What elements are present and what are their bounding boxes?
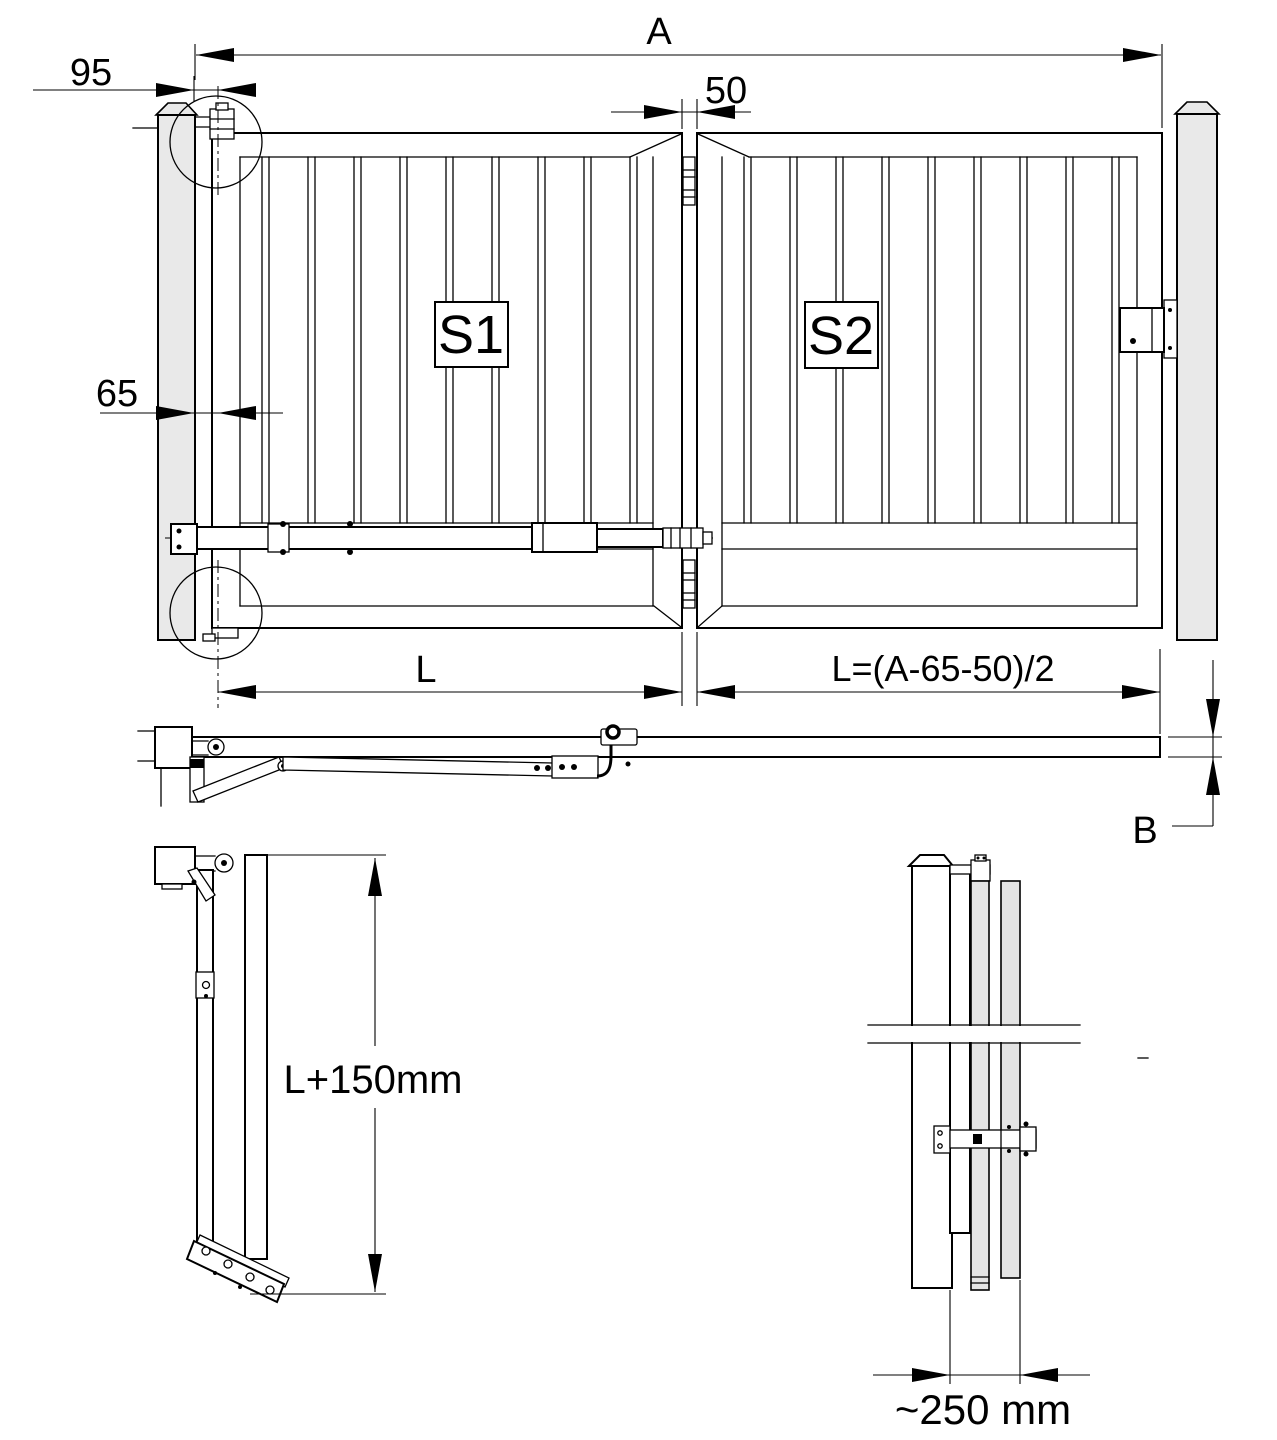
center-hinge-bottom bbox=[683, 560, 695, 608]
foot-plate-assembly bbox=[187, 1235, 289, 1302]
detail-post bbox=[912, 866, 952, 1288]
dimension-65-label: 65 bbox=[95, 373, 139, 415]
detail-operator-profile-1 bbox=[971, 881, 989, 1290]
detail-operator-profile-2 bbox=[1001, 881, 1020, 1278]
clamp-pivot bbox=[607, 726, 619, 738]
operator-motor-block bbox=[532, 523, 597, 552]
arrowhead bbox=[1123, 48, 1161, 62]
arrowhead bbox=[1122, 685, 1160, 699]
arrowhead bbox=[218, 685, 256, 699]
detail-post-cap bbox=[909, 855, 953, 866]
dimension-l-label: L bbox=[415, 649, 437, 691]
operator-rod bbox=[597, 529, 663, 547]
arrowhead bbox=[697, 685, 735, 699]
dimension-leaf-gap bbox=[611, 70, 751, 129]
leaf-s2-label: S2 bbox=[807, 306, 875, 366]
arrowhead bbox=[156, 83, 194, 97]
dimension-detail-spacing bbox=[873, 1280, 1090, 1433]
dimension-a-label: A bbox=[646, 11, 672, 53]
center-hinge-top bbox=[683, 157, 695, 205]
arrowhead bbox=[196, 48, 234, 62]
leaf-s1-label: S1 bbox=[437, 305, 505, 365]
operator-coupling bbox=[663, 528, 703, 548]
dimension-formula-label: L=(A-65-50)/2 bbox=[831, 648, 1055, 689]
arrowhead bbox=[368, 858, 382, 896]
operator-arm-side bbox=[197, 870, 213, 1262]
operator-tube bbox=[197, 527, 532, 549]
detail-leaf-profile bbox=[950, 866, 970, 1233]
plan-view bbox=[138, 660, 1222, 852]
clamp-bolt bbox=[973, 1134, 982, 1144]
arrowhead bbox=[644, 105, 682, 119]
arrowhead bbox=[1206, 699, 1220, 737]
dimension-overall-width bbox=[195, 11, 1162, 128]
gate-leaf-side bbox=[245, 855, 267, 1259]
arm-link-1 bbox=[193, 757, 284, 802]
front-view bbox=[33, 11, 1219, 734]
right-post bbox=[1175, 102, 1219, 640]
mount-detail-view bbox=[868, 855, 1148, 1433]
operator-end-cap bbox=[703, 532, 712, 544]
right-gate-leaf bbox=[697, 133, 1162, 628]
post-plan bbox=[155, 727, 192, 768]
motor-housing bbox=[155, 847, 195, 884]
clamp-end-block bbox=[1020, 1127, 1036, 1151]
dimension-50-label: 50 bbox=[704, 70, 748, 112]
dimension-leaf-width-formula bbox=[697, 648, 1160, 734]
arrowhead bbox=[912, 1368, 950, 1382]
break-lines bbox=[868, 1025, 1080, 1043]
gate-lock bbox=[1120, 300, 1177, 358]
dimension-operator-length bbox=[250, 855, 462, 1294]
arm-mid-fitting bbox=[196, 972, 214, 998]
operator-collar bbox=[268, 524, 289, 552]
arrowhead bbox=[1206, 757, 1220, 795]
arrowhead bbox=[1020, 1368, 1058, 1382]
lock-cylinder bbox=[1130, 338, 1136, 344]
clamp-post-plate bbox=[934, 1126, 950, 1153]
dimension-95-label: 95 bbox=[69, 52, 113, 94]
left-post bbox=[133, 103, 197, 640]
gate-leaves-plan bbox=[192, 737, 1160, 757]
dimension-l150-label: L+150mm bbox=[283, 1058, 463, 1102]
arrowhead bbox=[368, 1254, 382, 1292]
side-view bbox=[155, 847, 462, 1302]
operator-post-bracket bbox=[171, 524, 197, 554]
dimension-b-label: B bbox=[1132, 810, 1158, 852]
arrowhead bbox=[218, 83, 256, 97]
lock-body bbox=[1120, 308, 1164, 352]
dimension-leaf-width bbox=[218, 632, 697, 706]
dimension-250-label: ~250 mm bbox=[894, 1386, 1072, 1433]
arrowhead bbox=[644, 685, 682, 699]
